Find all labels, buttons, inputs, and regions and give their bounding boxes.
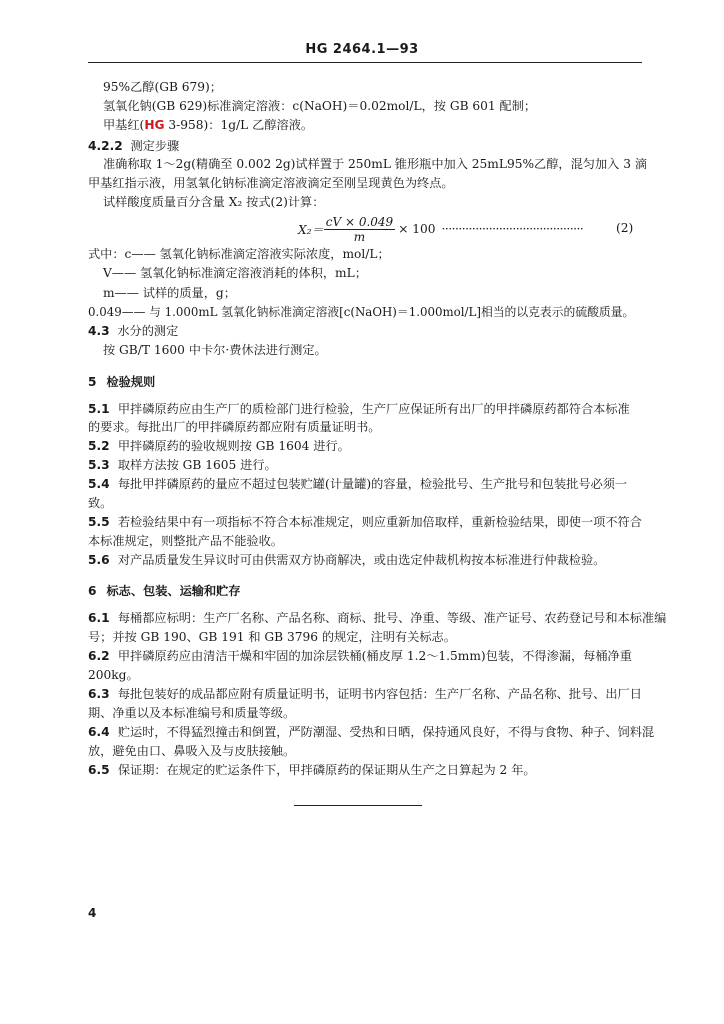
reagent-naoh: 氢氧化钠(GB 629)标准滴定溶液：c(NaOH)＝0.02mol/L，按 GB 601 配制； bbox=[103, 99, 537, 113]
section-number: 4.2.2 bbox=[88, 139, 123, 153]
formula-leader-dots: ·········································· bbox=[441, 222, 584, 236]
clause-number: 6.2 bbox=[88, 649, 110, 663]
clause-6-4-line-1 bbox=[88, 725, 654, 740]
clause-6-2-line-2: 200kg。 bbox=[88, 668, 139, 682]
formula-2 bbox=[298, 212, 583, 246]
section-title: 标志、包装、运输和贮存 bbox=[106, 584, 241, 598]
clause-6-2-line-1 bbox=[88, 649, 632, 664]
clause-6-3-line-1 bbox=[88, 687, 642, 702]
reagent-methyl-red bbox=[103, 118, 313, 133]
page-number: 4 bbox=[88, 906, 97, 920]
end-rule bbox=[294, 805, 422, 806]
formula-fraction bbox=[324, 215, 395, 244]
clause-number: 6.3 bbox=[88, 687, 110, 701]
header-rule bbox=[88, 62, 642, 63]
clause-number: 5.3 bbox=[88, 458, 110, 472]
formula-tag: (2) bbox=[616, 221, 634, 235]
standard-code-header: HG 2464.1—93 bbox=[305, 42, 419, 57]
clause-5-2 bbox=[88, 439, 350, 454]
clause-number: 6.4 bbox=[88, 725, 110, 739]
clause-number: 6.5 bbox=[88, 763, 110, 777]
section-6-heading bbox=[88, 582, 241, 599]
reagent-mr-suffix: 3-958)：1g/L 乙醇溶液。 bbox=[164, 118, 314, 132]
clause-number: 5.6 bbox=[88, 553, 110, 567]
procedure-line-2: 甲基红指示液，用氢氧化钠标准滴定溶液滴定至刚呈现黄色为终点。 bbox=[88, 176, 454, 190]
reagent-ethanol: 95%乙醇(GB 679)； bbox=[103, 80, 222, 94]
clause-number: 5.4 bbox=[88, 477, 110, 491]
clause-text: 对产品质量发生异议时可由供需双方协商解决，或由选定仲裁机构按本标准进行仲裁检验。 bbox=[117, 553, 606, 567]
section-title: 测定步骤 bbox=[130, 139, 180, 153]
clause-text: 贮运时，不得猛烈撞击和倒置，严防潮湿、受热和日晒，保持通风良好，不得与食物、种子、饲料混 bbox=[117, 725, 655, 739]
clause-5-1-line-2: 的要求。每批出厂的甲拌磷原药都应附有质量证明书。 bbox=[88, 420, 381, 434]
clause-text: 每批甲拌磷原药的量应不超过包装贮罐(计量罐)的容量，检验批号、生产批号和包装批号必须一 bbox=[117, 477, 628, 491]
clause-6-4-line-2: 放，避免由口、鼻吸入及与皮肤接触。 bbox=[88, 744, 296, 758]
section-number: 6 bbox=[88, 584, 97, 598]
clause-5-4-line-1 bbox=[88, 477, 627, 492]
section-4-3-body: 按 GB/T 1600 中卡尔·费休法进行测定。 bbox=[103, 343, 327, 357]
clause-6-1-line-2: 号；并按 GB 190、GB 191 和 GB 3796 的规定，注明有关标志。 bbox=[88, 630, 456, 644]
formula-numerator: cV × 0.049 bbox=[325, 214, 394, 229]
clause-text: 保证期：在规定的贮运条件下，甲拌磷原药的保证期从生产之日算起为 2 年。 bbox=[117, 763, 536, 777]
where-m: m—— 试样的质量，g； bbox=[103, 286, 236, 300]
clause-text: 甲拌磷原药应由生产厂的质检部门进行检验，生产厂应保证所有出厂的甲拌磷原药都符合本标准 bbox=[117, 402, 630, 416]
where-v: V—— 氢氧化钠标准滴定溶液消耗的体积，mL； bbox=[103, 266, 367, 280]
clause-text: 每批包装好的成品都应附有质量证明书，证明书内容包括：生产厂名称、产品名称、批号、出厂日 bbox=[117, 687, 642, 701]
clause-5-5-line-2: 本标准规定，则整批产品不能验收。 bbox=[88, 534, 283, 548]
formula-denominator: m bbox=[353, 229, 366, 244]
where-0049: 0.049—— 与 1.000mL 氢氧化钠标准滴定溶液[c(NaOH)＝1.000mol/L]相当的以克表示的硫酸质量。 bbox=[88, 305, 635, 319]
clause-5-3 bbox=[88, 458, 277, 473]
section-title: 检验规则 bbox=[106, 375, 156, 389]
clause-5-1-line-1 bbox=[88, 402, 630, 417]
section-4-3-heading bbox=[88, 324, 178, 339]
clause-text: 若检验结果中有一项指标不符合本标准规定，则应重新加倍取样，重新检验结果，即使一项不符合 bbox=[117, 515, 642, 529]
clause-5-6 bbox=[88, 553, 605, 568]
clause-number: 5.5 bbox=[88, 515, 110, 529]
clause-text: 取样方法按 GB 1605 进行。 bbox=[117, 458, 277, 472]
clause-6-1-line-1 bbox=[88, 611, 666, 626]
where-c: 式中：c—— 氢氧化钠标准滴定溶液实际浓度，mol/L； bbox=[88, 247, 390, 261]
clause-number: 5.2 bbox=[88, 439, 110, 453]
procedure-line-1: 准确称取 1～2g(精确至 0.002 2g)试样置于 250mL 锥形瓶中加入 25mL95%乙醇，混匀加入 3 滴 bbox=[103, 157, 648, 171]
clause-number: 5.1 bbox=[88, 402, 110, 416]
clause-text: 甲拌磷原药应由清洁干燥和牢固的加涂层铁桶(桶皮厚 1.2～1.5mm)包装，不得渗漏，每桶净重 bbox=[117, 649, 632, 663]
clause-text: 甲拌磷原药的验收规则按 GB 1604 进行。 bbox=[117, 439, 350, 453]
clause-6-3-line-2: 期、净重以及本标准编号和质量等级。 bbox=[88, 706, 296, 720]
section-number: 4.3 bbox=[88, 324, 110, 338]
reagent-mr-prefix: 甲基红( bbox=[103, 118, 145, 132]
section-title: 水分的测定 bbox=[117, 324, 179, 338]
formula-lhs: X₂＝ bbox=[298, 222, 324, 237]
section-4-2-2-heading bbox=[88, 139, 179, 154]
section-5-heading bbox=[88, 373, 155, 390]
clause-5-4-line-2: 致。 bbox=[88, 496, 113, 510]
clause-number: 6.1 bbox=[88, 611, 110, 625]
formula-rhs: × 100 bbox=[398, 222, 436, 236]
highlighted-hg: HG bbox=[144, 118, 165, 132]
procedure-line-3: 试样酸度质量百分含量 X₂ 按式(2)计算： bbox=[103, 195, 325, 209]
clause-6-5 bbox=[88, 763, 536, 778]
clause-text: 每桶都应标明：生产厂名称、产品名称、商标、批号、净重、等级、准产证号、农药登记号和本标准编 bbox=[117, 611, 667, 625]
clause-5-5-line-1 bbox=[88, 515, 642, 530]
section-number: 5 bbox=[88, 375, 97, 389]
